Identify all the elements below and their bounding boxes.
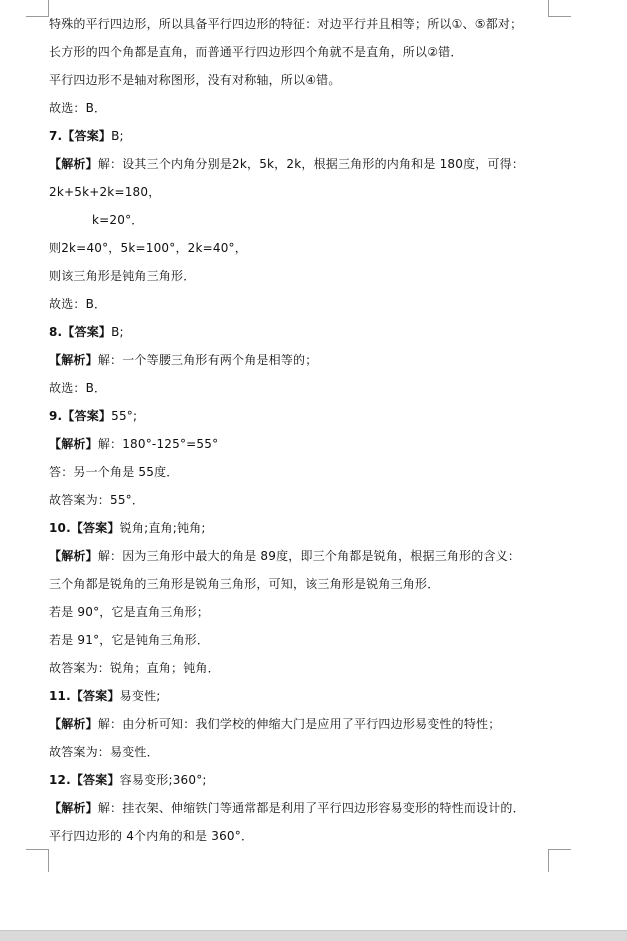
text-line: 故选：B． [49,101,107,115]
answer-tag: 11.【答案】 [49,689,120,703]
analysis-text: 解：由分析可知：我们学校的伸缩大门是应用了平行四边形易变性的特性； [97,717,501,731]
answer-line-12 [49,772,207,788]
analysis-text: 解：设其三个内角分别是2k，5k，2k，根据三角形的内角和是 180度，可得： [97,157,525,171]
margin-corner-bottom-right [548,849,571,872]
text-line: 故答案为：锐角；直角；钝角． [49,661,220,675]
analysis-tag: 【解析】 [49,717,98,731]
text-line: 若是 90°，它是直角三角形； [49,605,210,619]
text-line: 平行四边形不是轴对称图形，没有对称轴，所以④错。 [49,73,341,87]
text-line: 平行四边形的 4个内角的和是 360°． [49,829,254,843]
answer-line-8 [49,324,124,340]
answer-text: 锐角;直角;钝角; [119,521,206,535]
answer-tag: 9.【答案】 [49,409,112,423]
text-line: 故选：B． [49,381,107,395]
margin-corner-top-left [26,0,49,17]
analysis-line-8 [49,352,317,368]
answer-text: B; [111,325,124,339]
answer-tag: 10.【答案】 [49,521,120,535]
analysis-line-11 [49,716,500,732]
analysis-line-12 [49,800,525,816]
analysis-tag: 【解析】 [49,437,98,451]
text-line: 则2k=40°，5k=100°，2k=40°， [49,241,247,255]
analysis-line-10 [49,548,520,564]
margin-corner-top-right [548,0,571,17]
answer-line-11 [49,688,161,704]
text-line: 故答案为：55°． [49,493,145,507]
analysis-text: 解：一个等腰三角形有两个角是相等的； [97,353,318,367]
text-line: 答：另一个角是 55度． [49,465,179,479]
text-line: 特殊的平行四边形，所以具备平行四边形的特征：对边平行并且相等；所以①、⑤都对； [49,17,523,31]
analysis-line-9 [49,436,218,452]
analysis-tag: 【解析】 [49,353,98,367]
analysis-text: 解：180°-125°=55° [97,437,219,451]
text-line: k=20°． [92,213,144,227]
analysis-text: 解：挂衣架、伸缩铁门等通常都是利用了平行四边形容易变形的特性而设计的． [97,801,525,815]
analysis-text: 解：因为三角形中最大的角是 89度，即三个角都是锐角，根据三角形的含义： [97,549,521,563]
text-line: 故答案为：易变性． [49,745,159,759]
answer-line-10 [49,520,206,536]
analysis-tag: 【解析】 [49,549,98,563]
analysis-line-7 [49,156,524,172]
answer-tag: 12.【答案】 [49,773,120,787]
analysis-tag: 【解析】 [49,157,98,171]
answer-tag: 7.【答案】 [49,129,112,143]
window-bottom-bar [0,930,627,941]
text-line: 三个角都是锐角的三角形是锐角三角形，可知，该三角形是锐角三角形． [49,577,440,591]
analysis-tag: 【解析】 [49,801,98,815]
text-line: 2k+5k+2k=180， [49,185,161,199]
answer-text: 容易变形;360°; [119,773,207,787]
text-line: 则该三角形是钝角三角形． [49,269,196,283]
text-line: 若是 91°，它是钝角三角形． [49,633,210,647]
answer-text: 55°; [111,409,138,423]
text-line: 长方形的四个角都是直角，而普通平行四边形四个角就不是直角，所以②错． [49,45,463,59]
text-line: 故选：B． [49,297,107,311]
margin-corner-bottom-left [26,849,49,872]
answer-text: B; [111,129,124,143]
answer-tag: 8.【答案】 [49,325,112,339]
answer-text: 易变性; [119,689,161,703]
answer-line-9 [49,408,137,424]
answer-line-7 [49,128,124,144]
